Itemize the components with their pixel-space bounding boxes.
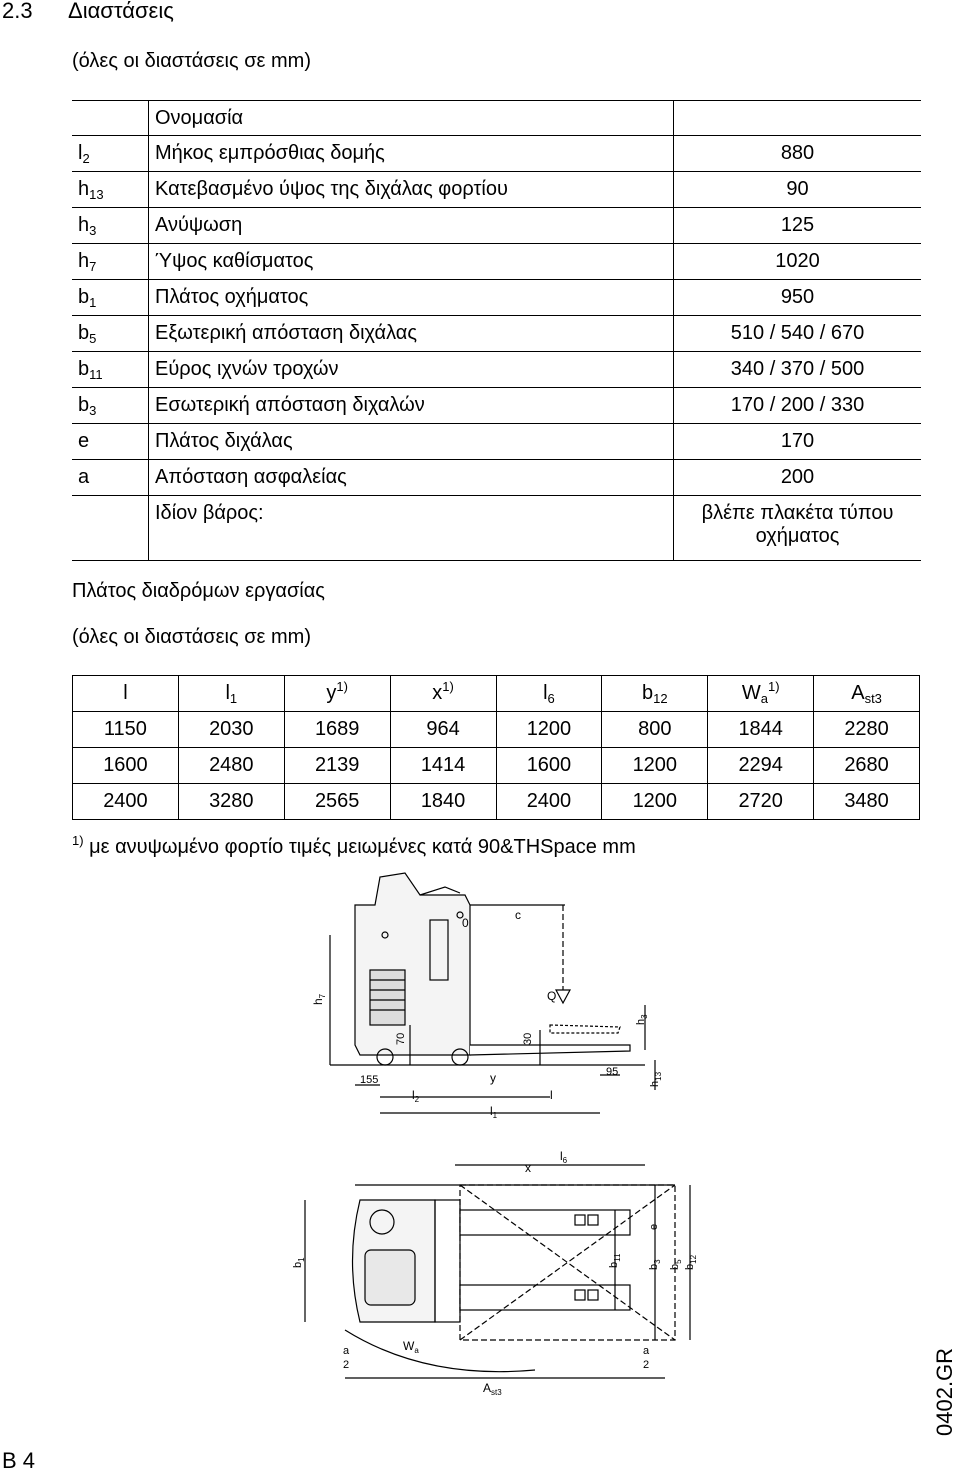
label-x: x xyxy=(525,1161,531,1175)
label-b1: $b_1$ xyxy=(292,1257,306,1268)
label-30: 30 xyxy=(522,1032,534,1045)
table-cell: 2139 xyxy=(284,748,390,784)
label-y: y xyxy=(490,1071,496,1085)
table-row xyxy=(72,172,921,208)
label-l1: $l_1$ xyxy=(490,1104,498,1120)
dimension-name: Μήκος εμπρόσθιας δομής xyxy=(149,136,674,172)
dimension-value: 950 xyxy=(674,280,922,316)
label-2-left: 2 xyxy=(343,1359,350,1371)
dimension-name: Εύρος ιχνών τροχών xyxy=(149,352,674,388)
label-h7: $h_7$ xyxy=(311,993,327,1005)
weight-row xyxy=(72,496,921,561)
label-e: e xyxy=(648,1223,660,1230)
table-cell: 2280 xyxy=(814,712,920,748)
footnote-text: με ανυψωμένο φορτίο τιμές μειωμένες κατά 90&THSpace mm xyxy=(89,836,636,858)
label-155: 155 xyxy=(360,1074,379,1086)
label-b5: $b_5$ xyxy=(669,1259,683,1270)
table-cell: 2680 xyxy=(814,748,920,784)
dimension-symbol: $h_3$ xyxy=(72,208,149,244)
table-cell: 1150 xyxy=(73,712,179,748)
dimension-name: Πλάτος διχάλας xyxy=(149,424,674,460)
table-cell: 3480 xyxy=(814,784,920,820)
dimension-symbol: e xyxy=(72,424,149,460)
table-cell: 2400 xyxy=(496,784,602,820)
table-cell: 1200 xyxy=(602,784,708,820)
dimension-name: Πλάτος οχήματος xyxy=(149,280,674,316)
footnote xyxy=(72,833,636,859)
column-header: $y^{1)}$ xyxy=(284,676,390,712)
column-header: $l_1$ xyxy=(178,676,284,712)
table-cell: 2720 xyxy=(708,784,814,820)
table-cell: 2565 xyxy=(284,784,390,820)
section-title: Διαστάσεις xyxy=(68,0,174,23)
table-row xyxy=(72,316,921,352)
table-header-row xyxy=(72,101,921,136)
dimension-value: 125 xyxy=(674,208,922,244)
table-row xyxy=(73,712,920,748)
table-cell: 1689 xyxy=(284,712,390,748)
dimension-value: 170 xyxy=(674,424,922,460)
aisle-units-note: (όλες οι διαστάσεις σε mm) xyxy=(72,626,311,648)
footnote-mark: 1) xyxy=(72,833,84,848)
label-h3: $h_3$ xyxy=(635,1014,649,1025)
label-2-right: 2 xyxy=(643,1359,650,1371)
label-l6: $l_6$ xyxy=(560,1149,568,1165)
label-b3: $b_3$ xyxy=(648,1259,662,1270)
dimension-name: Απόσταση ασφαλείας xyxy=(149,460,674,496)
column-header: $W_a^{1)}$ xyxy=(708,676,814,712)
label-70: 70 xyxy=(395,1032,407,1045)
document-code: 0402.GR xyxy=(932,1347,957,1436)
dimension-value: 200 xyxy=(674,460,922,496)
weight-value: βλέπε πλακέτα τύπου οχήματος xyxy=(674,496,922,561)
dimension-value: 170 / 200 / 330 xyxy=(674,388,922,424)
label-a-right: a xyxy=(643,1345,650,1357)
dimension-value: 1020 xyxy=(674,244,922,280)
label-a-left: a xyxy=(343,1345,350,1357)
table-cell: 3280 xyxy=(178,784,284,820)
table-cell: 1600 xyxy=(73,748,179,784)
page-number: B 4 xyxy=(2,1448,36,1473)
column-header: $x^{1)}$ xyxy=(390,676,496,712)
aisle-header-row xyxy=(73,676,920,712)
table-row xyxy=(72,424,921,460)
dimension-name: Ανύψωση xyxy=(149,208,674,244)
aisle-width-table xyxy=(72,675,920,820)
label-q: Q xyxy=(547,989,557,1003)
label-c: c xyxy=(515,908,521,922)
table-cell: 1414 xyxy=(390,748,496,784)
table-row xyxy=(72,136,921,172)
dimension-name: Εσωτερική απόσταση διχαλών xyxy=(149,388,674,424)
dimension-value: 510 / 540 / 670 xyxy=(674,316,922,352)
table-cell: 1840 xyxy=(390,784,496,820)
weight-label: Ιδίον βάρος: xyxy=(149,496,674,561)
table-cell: 1844 xyxy=(708,712,814,748)
label-l2: $l_2$ xyxy=(412,1088,420,1104)
label-h13: $h_{13}$ xyxy=(649,1071,663,1087)
table-row xyxy=(73,748,920,784)
table-cell: 1600 xyxy=(496,748,602,784)
column-header-designation: Ονομασία xyxy=(149,101,674,136)
dimensions-table xyxy=(72,100,921,561)
column-header: l xyxy=(73,676,179,712)
dimension-symbol: $b_3$ xyxy=(72,388,149,424)
dimension-symbol: $l_2$ xyxy=(72,136,149,172)
label-l: l xyxy=(550,1088,553,1102)
units-note: (όλες οι διαστάσεις σε mm) xyxy=(72,50,311,72)
table-row xyxy=(73,784,920,820)
column-header: $l_6$ xyxy=(496,676,602,712)
table-row xyxy=(72,208,921,244)
table-row xyxy=(72,352,921,388)
dimension-symbol: $h_7$ xyxy=(72,244,149,280)
dimension-name: Ύψος καθίσματος xyxy=(149,244,674,280)
table-row xyxy=(72,244,921,280)
dimension-name: Κατεβασμένο ύψος της διχάλας φορτίου xyxy=(149,172,674,208)
table-cell: 1200 xyxy=(496,712,602,748)
table-cell: 2400 xyxy=(73,784,179,820)
dimension-symbol: $b_1$ xyxy=(72,280,149,316)
label-95: 95 xyxy=(606,1066,619,1078)
table-row xyxy=(72,280,921,316)
table-cell: 964 xyxy=(390,712,496,748)
label-b12: $b_{12}$ xyxy=(684,1254,698,1270)
table-row xyxy=(72,388,921,424)
dimension-value: 340 / 370 / 500 xyxy=(674,352,922,388)
label-ast3: $A_{st3}$ xyxy=(483,1381,502,1395)
column-header: $b_{12}$ xyxy=(602,676,708,712)
table-cell: 800 xyxy=(602,712,708,748)
table-row xyxy=(72,460,921,496)
dimension-name: Εξωτερική απόσταση διχάλας xyxy=(149,316,674,352)
dimension-symbol: a xyxy=(72,460,149,496)
label-b11: $b_{11}$ xyxy=(608,1253,622,1268)
table-cell: 2294 xyxy=(708,748,814,784)
table-cell: 2030 xyxy=(178,712,284,748)
section-heading xyxy=(2,0,174,24)
column-header: $A_{st3}$ xyxy=(814,676,920,712)
section-number: 2.3 xyxy=(2,0,33,23)
dimension-symbol: $h_{13}$ xyxy=(72,172,149,208)
dimension-value: 880 xyxy=(674,136,922,172)
label-wa: $W_a$ xyxy=(403,1339,419,1355)
dimension-value: 90 xyxy=(674,172,922,208)
side-view-drawing xyxy=(300,865,680,1130)
dimension-symbol: $b_{11}$ xyxy=(72,352,149,388)
aisle-title: Πλάτος διαδρόμων εργασίας xyxy=(72,580,325,602)
top-view-drawing xyxy=(285,1140,715,1395)
table-cell: 2480 xyxy=(178,748,284,784)
dimension-symbol: $b_5$ xyxy=(72,316,149,352)
table-cell: 1200 xyxy=(602,748,708,784)
label-zero: 0 xyxy=(462,916,469,930)
